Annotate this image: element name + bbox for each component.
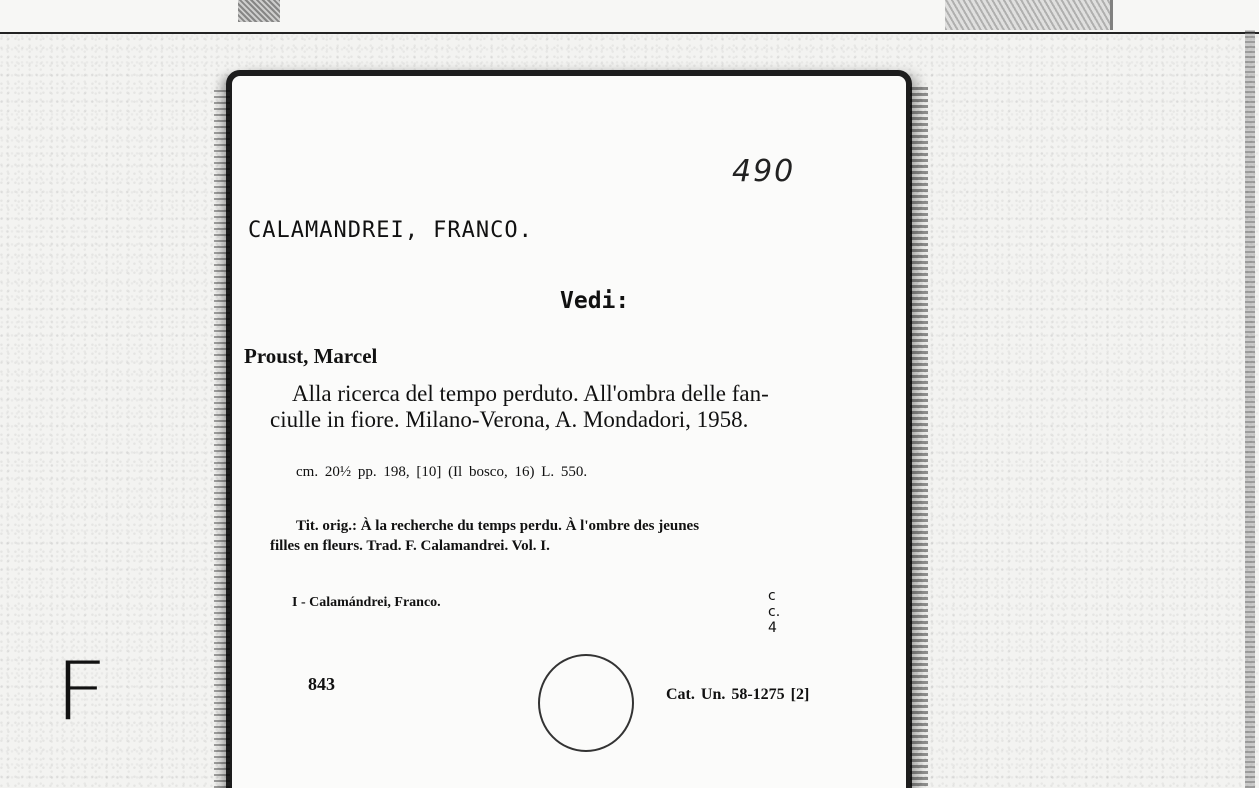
filing-letter: F [54,645,108,738]
original-title-note: filles en fleurs. Trad. F. Calamandrei. Vol. I. [270,538,550,554]
original-title-note: Tit. orig.: À la recherche du temps perdu. À l'ombre des jeunes [296,518,700,534]
title-line: Alla ricerca del tempo perduto. All'ombra delle fan- [292,381,769,406]
card-heading: CALAMANDREI, FRANCO. [248,218,533,243]
catalog-card [226,70,912,788]
title-line: ciulle in fiore. Milano-Verona, A. Mondadori, 1958. [270,407,749,432]
catalog-reference: Cat. Un. 58-1275 [2] [666,686,810,703]
library-stamp [538,654,634,752]
subject-entry: I - Calamándrei, Franco. [292,595,441,610]
scan-smudge [238,0,280,22]
margin-annotation: c c. 4 [768,588,781,636]
handwritten-number: 490 [732,154,796,189]
author-name: Proust, Marcel [244,344,378,368]
scan-smudge [945,0,1113,30]
scan-edge-noise [1245,30,1255,788]
previous-card-edge [0,0,1259,34]
physical-description: cm. 20½ pp. 198, [10] (Il bosco, 16) L. 550. [296,464,588,480]
see-also-label: Vedi: [560,288,630,314]
card-number: 843 [308,674,335,694]
